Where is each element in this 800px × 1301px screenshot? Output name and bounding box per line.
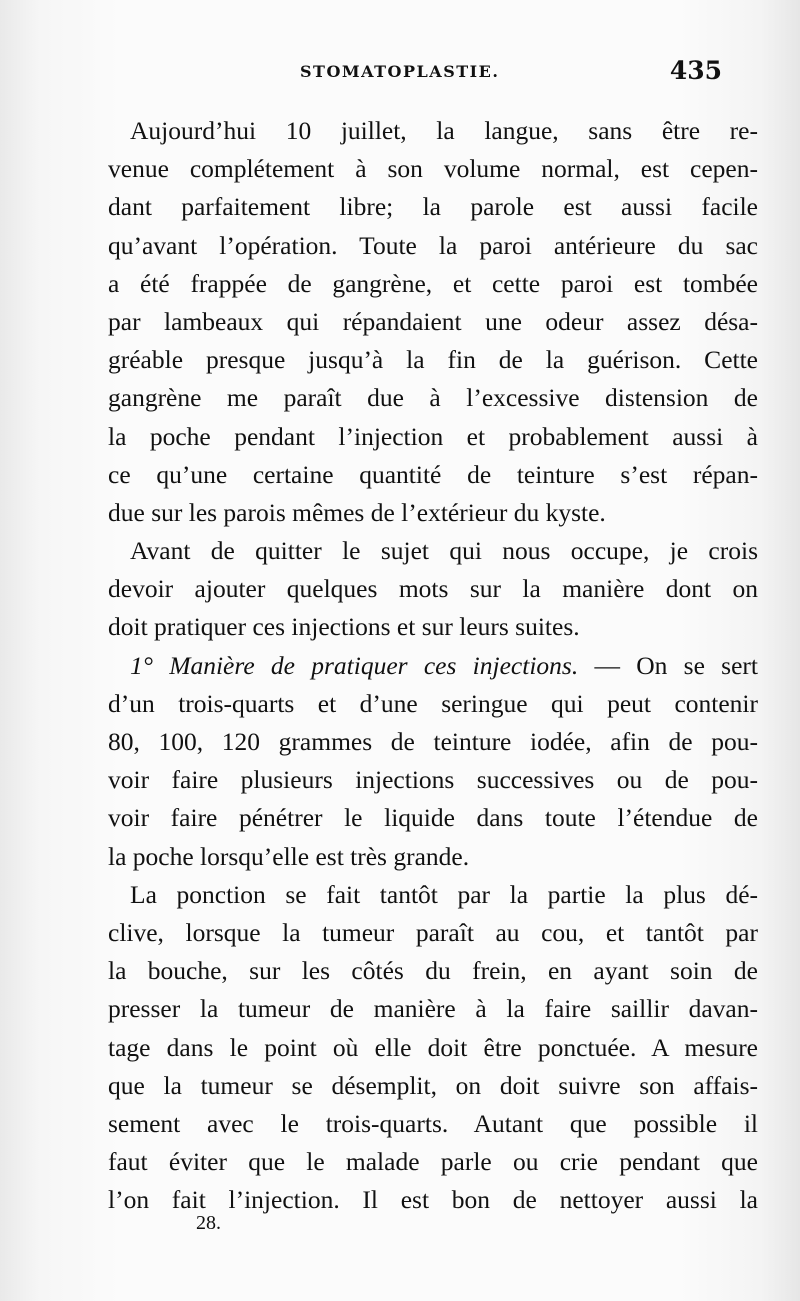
text-line: faut éviter que le malade parle ou crie pendant que	[108, 1147, 758, 1177]
text-line: la poche pendant l’injection et probablement aussi à	[108, 421, 758, 451]
text-line: que la tumeur se désemplit, on doit suivre son affais-	[108, 1070, 758, 1100]
text-line: doit pratiquer ces injections et sur leurs suites.	[108, 612, 580, 642]
running-title: STOMATOPLASTIE.	[300, 62, 500, 81]
text-line: l’on fait l’injection. Il est bon de nettoyer aussi la	[108, 1185, 758, 1215]
text-fragment: — On se sert	[578, 650, 758, 680]
text-line: venue complétement à son volume normal, est cepen-	[108, 154, 758, 184]
text-line: la poche lorsqu’elle est très grande.	[108, 841, 470, 871]
section-heading-line	[108, 647, 758, 685]
text-line: voir faire plusieurs injections successives ou de pou-	[108, 765, 758, 795]
printer-signature-mark: 28.	[196, 1212, 221, 1234]
text-line: tage dans le point où elle doit être ponctuée. A mesure	[108, 1032, 758, 1062]
text-line: voir faire pénétrer le liquide dans toute l’étendue de	[108, 803, 758, 833]
text-line: ce qu’une certaine quantité de teinture s’est répan-	[108, 459, 758, 489]
text-line: a été frappée de gangrène, et cette paroi est tombée	[108, 268, 758, 298]
text-line: La ponction se fait tantôt par la partie la plus dé-	[130, 879, 758, 909]
text-line: due sur les parois mêmes de l’extérieur du kyste.	[108, 497, 606, 527]
text-line: gréable presque jusqu’à la fin de la guérison. Cette	[108, 345, 758, 375]
text-line: Aujourd’hui 10 juillet, la langue, sans être re-	[130, 116, 758, 145]
text-line: qu’avant l’opération. Toute la paroi antérieure du sac	[108, 230, 758, 260]
page-header	[108, 58, 758, 92]
text-line: Avant de quitter le sujet qui nous occupe, je crois	[130, 536, 758, 566]
text-line: presser la tumeur de manière à la faire saillir davan-	[108, 994, 758, 1024]
body-text	[108, 112, 758, 1219]
text-line: 80, 100, 120 grammes de teinture iodée, afin de pou-	[108, 727, 758, 756]
text-line: dant parfaitement libre; la parole est aussi facile	[108, 192, 758, 222]
text-line: clive, lorsque la tumeur paraît au cou, et tantôt par	[108, 917, 758, 947]
text-line: la bouche, sur les côtés du frein, en ayant soin de	[108, 956, 758, 986]
text-line: gangrène me paraît due à l’excessive distension de	[108, 383, 758, 413]
page-number: 435	[669, 56, 722, 85]
text-line: sement avec le trois-quarts. Autant que possible il	[108, 1108, 758, 1138]
section-heading: 1° Manière de pratiquer ces injections.	[130, 650, 579, 680]
text-line: d’un trois-quarts et d’une seringue qui peut contenir	[108, 688, 758, 718]
text-line: devoir ajouter quelques mots sur la manière dont on	[108, 574, 758, 604]
text-line: par lambeaux qui répandaient une odeur assez désa-	[108, 306, 758, 336]
